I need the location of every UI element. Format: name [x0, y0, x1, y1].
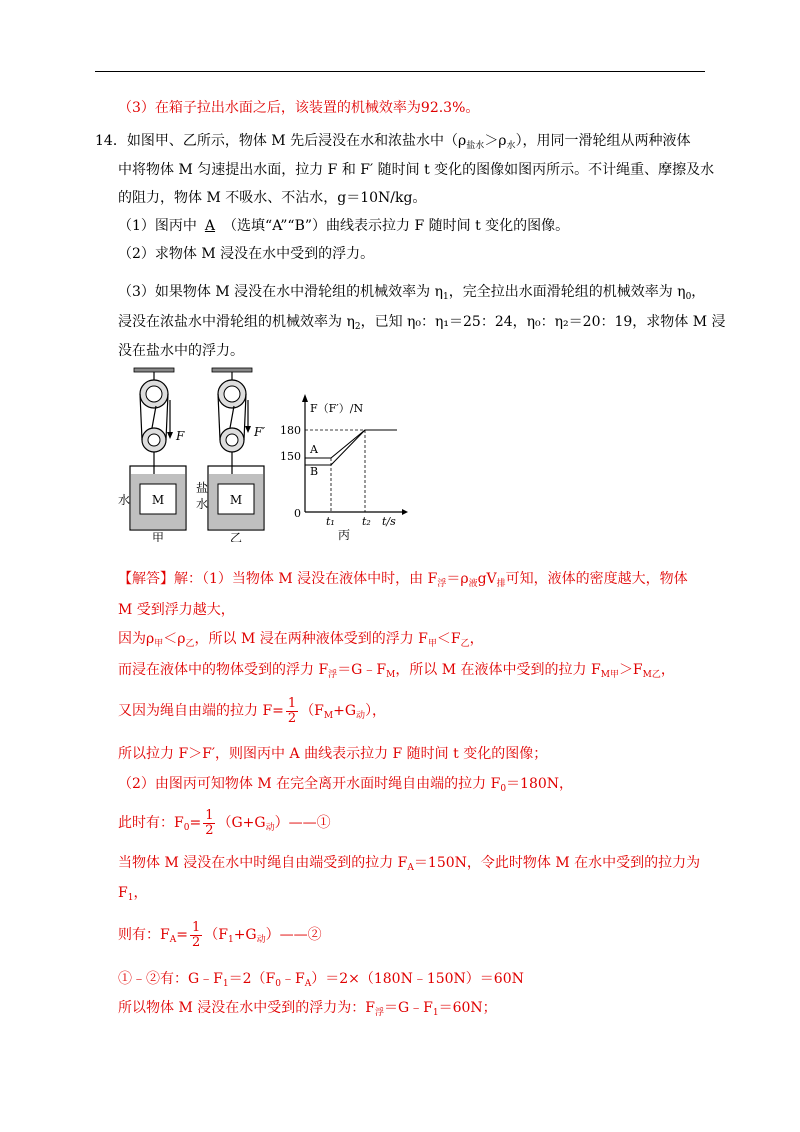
text-span: 所以物体 M 浸没在水中受到的浮力为：F	[118, 1000, 375, 1016]
caption-yi: 乙	[229, 531, 243, 542]
subscript: 乙	[185, 639, 195, 649]
text-span: 因为ρ	[118, 631, 155, 647]
force-label: F′	[254, 425, 266, 439]
subscript: M甲	[600, 670, 619, 680]
subscript: 0	[275, 979, 281, 989]
problem-number: 14．	[95, 133, 127, 149]
fraction-denominator: 2	[191, 934, 201, 950]
text-span: ＞ρ	[484, 133, 507, 149]
answer-line-7	[118, 775, 573, 793]
y-tick-180: 180	[280, 424, 301, 437]
text-span: ）——②	[265, 927, 322, 943]
subscript: 1	[127, 893, 134, 903]
fraction-denominator: 2	[205, 822, 214, 838]
text-span: （G+G	[217, 815, 266, 831]
subscript: 动	[356, 711, 366, 721]
question-1	[118, 217, 569, 235]
text-span: ﹣F	[281, 971, 305, 987]
text-span: ＜F	[436, 631, 461, 647]
subscript: 排	[496, 579, 506, 589]
question-3-line-2	[118, 313, 726, 331]
subscript: 1	[222, 979, 229, 989]
answer-line-3	[118, 630, 484, 648]
subscript: 液	[468, 579, 478, 589]
problem-figure	[112, 362, 412, 542]
text-span: +G	[233, 927, 257, 943]
subscript: 甲	[154, 639, 164, 649]
answer-line-10	[118, 884, 147, 902]
pulley-inner	[146, 386, 162, 402]
liquid-label-1: 盐	[196, 481, 209, 495]
subscript: 浮	[374, 1008, 384, 1018]
text-span: ），用同一滑轮组从两种液体	[515, 133, 691, 149]
force-arrow	[167, 432, 173, 439]
caption-jia: 甲	[151, 531, 165, 542]
text-span: ，	[133, 885, 148, 901]
answer-line-12	[118, 970, 524, 988]
y-axis-label: F（F′）/N	[310, 402, 364, 415]
text-span: ，已知 η₀：η₁＝25：24，η₀：η₂＝20：19，求物体 M 浸	[360, 314, 726, 330]
subscript: A	[169, 935, 177, 945]
text-span: F	[118, 885, 128, 901]
block-label: M	[229, 493, 243, 507]
answer-tag: 【解答】	[118, 571, 174, 587]
subscript: 乙	[460, 639, 470, 649]
subscript: 0	[685, 292, 692, 302]
problem-line-1	[95, 132, 691, 150]
text-span: （选填“A”“B”）曲线表示拉力 F 随时间 t 变化的图像。	[223, 218, 570, 234]
text-span: ）＝2×（180N﹣150N）＝60N	[311, 971, 524, 987]
subscript: 2	[354, 322, 361, 332]
text-span: 当物体 M 浸没在水中时绳自由端受到的拉力 F	[118, 855, 408, 871]
caption-bing: 丙	[338, 528, 351, 542]
text-span: =	[176, 927, 188, 943]
header-rule	[95, 71, 705, 72]
text-span: （F	[300, 703, 324, 719]
pulley-inner	[148, 434, 160, 446]
subscript: 动	[265, 823, 275, 833]
subscript: 1	[227, 935, 234, 945]
subscript: 盐水	[466, 141, 485, 151]
answer-line-9	[118, 854, 700, 872]
ceiling-support	[134, 368, 174, 372]
text-span: ，	[691, 284, 706, 300]
text-span: ，所以 M 在液体中受到的拉力 F	[395, 662, 601, 678]
text-span: （1）图丙中	[118, 218, 197, 234]
fraction-numerator: 1	[287, 695, 297, 711]
block-label: M	[151, 493, 165, 507]
subscript: 浮	[328, 670, 338, 680]
force-label: F	[176, 429, 185, 443]
subscript: M	[323, 711, 334, 721]
y-axis-arrow	[302, 394, 308, 402]
text-span: ＞F	[618, 662, 643, 678]
subscript: 水	[506, 141, 516, 151]
fraction-denominator: 2	[287, 710, 297, 726]
answer-line-13	[118, 999, 497, 1017]
answer-line-4	[118, 661, 675, 679]
subscript: 1	[442, 292, 449, 302]
fraction-numerator: 1	[191, 919, 201, 935]
subscript: 动	[256, 935, 266, 945]
text-span: 解：（1）当物体 M 浸没在液体中时，由 F	[174, 571, 438, 587]
text-span: =	[189, 815, 202, 831]
text-span: 此时有：F	[118, 815, 184, 831]
text-span: 可知，液体的密度越大，物体	[505, 571, 688, 587]
answer-line-8	[118, 806, 331, 840]
subscript: M乙	[642, 670, 661, 680]
text-span: ＝180N，	[506, 776, 574, 792]
question-3-line-3: 没在盐水中的浮力。	[118, 343, 244, 359]
text-span: ），	[365, 703, 387, 719]
previous-answer-line: （3）在箱子拉出水面之后，该装置的机械效率为92.3%。	[118, 100, 480, 116]
text-span: ＝2（F	[228, 971, 276, 987]
subscript: 1	[432, 1008, 439, 1018]
subscript: 甲	[427, 639, 437, 649]
x-axis-label: t/s	[382, 515, 396, 528]
x-tick-t1: t₁	[326, 515, 335, 528]
problem-line-3: 的阻力，物体 M 不吸水、不沾水，g＝10N/kg。	[118, 190, 427, 206]
text-span: 而浸在液体中的物体受到的浮力 F	[118, 662, 329, 678]
rope	[230, 406, 234, 428]
rope	[152, 406, 156, 428]
text-span: （2）由图丙可知物体 M 在完全离开水面时绳自由端的拉力 F	[118, 776, 501, 792]
y-tick-150: 150	[280, 450, 301, 463]
text-span: ＝G﹣F	[383, 1000, 433, 1016]
curve-a-label: A	[310, 443, 318, 456]
text-span: （F	[204, 927, 228, 943]
text-span: ＝60N；	[438, 1000, 497, 1016]
problem-line-2: 中将物体 M 匀速提出水面，拉力 F 和 F′ 随时间 t 变化的图像如图丙所示。不计绳重、摩擦及水	[118, 162, 715, 178]
fraction-half	[286, 697, 298, 726]
text-span: +G	[333, 703, 357, 719]
liquid-label: 水	[118, 493, 131, 507]
text-span: 浸没在浓盐水中滑轮组的机械效率为 η	[118, 314, 355, 330]
subscript: A	[407, 863, 414, 873]
fraction-numerator: 1	[205, 807, 214, 823]
text-span: ，所以 M 浸在两种液体受到的浮力 F	[194, 631, 428, 647]
text-span: （3）如果物体 M 浸没在水中滑轮组的机械效率为 η	[118, 284, 443, 300]
curve-b-label: B	[310, 465, 319, 478]
text-span: ）——①	[274, 815, 331, 831]
text-span: ＝ρ	[446, 571, 469, 587]
liquid-label-2: 水	[196, 497, 209, 511]
text-span: gV	[477, 571, 497, 587]
text-span: 则有：F	[118, 927, 170, 943]
fraction-half	[203, 809, 215, 838]
x-axis-arrow	[402, 509, 408, 515]
x-tick-t2: t₂	[362, 515, 371, 528]
answer-line-5	[118, 694, 386, 728]
answer-line-1	[118, 570, 688, 588]
subscript: 0	[500, 784, 507, 794]
pulley-inner	[226, 434, 238, 446]
text-span: ＜ρ	[163, 631, 186, 647]
ceiling-support	[212, 368, 252, 372]
question-3-line-1	[118, 283, 705, 301]
text-span: 如图甲、乙所示，物体 M 先后浸没在水和浓盐水中（ρ	[126, 133, 467, 149]
force-arrow	[245, 426, 251, 433]
question-2: （2）求物体 M 浸没在水中受到的浮力。	[118, 246, 375, 262]
subscript: A	[304, 979, 312, 989]
answer-line-2: M 受到浮力越大，	[118, 602, 235, 618]
text-span: ①﹣②有：G﹣F	[118, 971, 223, 987]
answer-blank: A	[204, 218, 216, 234]
text-span: 又因为绳自由端的拉力 F=	[118, 703, 284, 719]
answer-line-11	[118, 918, 322, 952]
answer-line-6: 所以拉力 F＞F′，则图丙中 A 曲线表示拉力 F 随时间 t 变化的图像；	[118, 746, 548, 762]
text-span: ＝G﹣F	[337, 662, 387, 678]
subscript: 浮	[437, 579, 447, 589]
subscript: 0	[183, 823, 190, 833]
text-span: ，	[469, 631, 484, 647]
pulley-inner	[224, 386, 240, 402]
fraction-half	[190, 921, 202, 950]
origin-label: 0	[294, 507, 301, 520]
text-span: ，	[660, 662, 675, 678]
text-span: ，完全拉出水面滑轮组的机械效率为 η	[448, 284, 686, 300]
subscript: M	[386, 670, 396, 680]
curve-b	[305, 430, 397, 465]
text-span: ＝150N，令此时物体 M 在水中受到的拉力为	[413, 855, 701, 871]
